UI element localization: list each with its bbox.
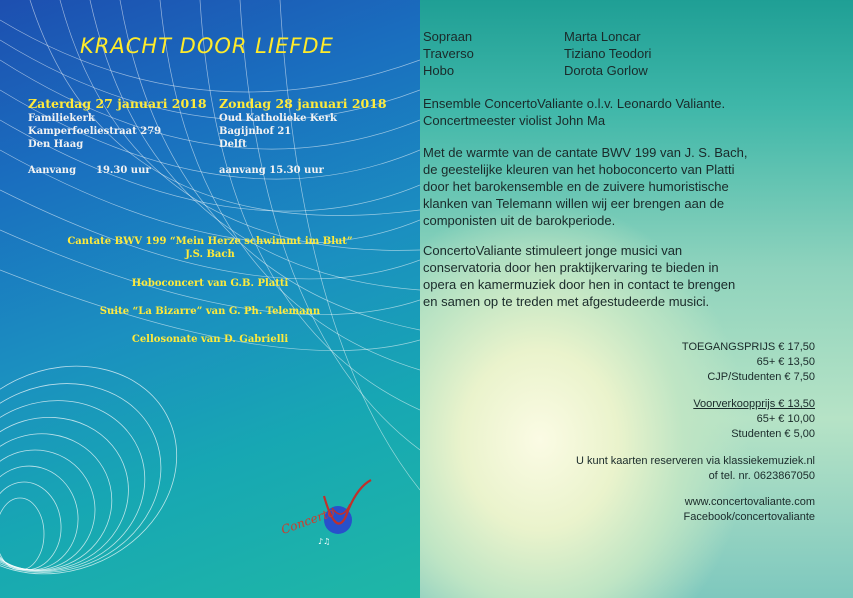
reserve-line: U kunt kaarten reserveren via klassiekemuziek.nl	[575, 455, 815, 467]
mission-line: en samen op te treden met afgestudeerde musici.	[423, 294, 710, 309]
description-line: Met de warmte van de cantate BWV 199 van J. S. Bach,	[423, 145, 748, 160]
program-item: J.S. Bach	[185, 249, 235, 260]
ensemble-line: Concertmeester violist John Ma	[423, 113, 606, 128]
program-item: Cellosonate van D. Gabrielli	[131, 334, 289, 345]
event2-city: Delft	[219, 139, 247, 150]
event1-start-label: Aanvang	[28, 165, 77, 176]
performer-role: Hobo	[423, 63, 455, 78]
performer-name: Marta Loncar	[564, 29, 641, 44]
event1-address: Kamperfoeliestraat 279	[28, 126, 162, 137]
logo-text: Concerto	[279, 504, 337, 538]
facebook-link[interactable]: Facebook/concertovaliante	[683, 511, 815, 523]
presale-line: 65+ € 10,00	[756, 413, 815, 425]
ensemble-line: Ensemble ConcertoValiante o.l.v. Leonardo Valiante.	[423, 96, 726, 111]
svg-text:♪♫: ♪♫	[318, 537, 331, 546]
right-panel	[420, 0, 853, 598]
poster-title: KRACHT DOOR LIEFDE	[80, 34, 334, 58]
price-line: CJP/Studenten € 7,50	[707, 371, 815, 383]
performer-role: Traverso	[423, 46, 474, 61]
event1-start-time: 19.30 uur	[96, 165, 151, 176]
website-link[interactable]: www.concertovaliante.com	[684, 496, 815, 508]
presale-heading: Voorverkoopprijs € 13,50	[693, 398, 815, 410]
mission-line: opera en kamermuziek door hen in contact te brengen	[423, 277, 736, 292]
event1-venue: Familiekerk	[28, 113, 95, 124]
event2-venue: Oud Katholieke Kerk	[219, 113, 337, 124]
event1-date: Zaterdag 27 januari 2018	[28, 96, 207, 111]
left-panel	[0, 0, 420, 598]
price-line: 65+ € 13,50	[756, 356, 815, 368]
description-line: door het barokensemble en de zuivere humoristische	[423, 179, 729, 194]
event1-city: Den Haag	[28, 139, 84, 150]
event2-address: Bagijnhof 21	[219, 126, 292, 137]
event2-date: Zondag 28 januari 2018	[219, 96, 387, 111]
mission-line: conservatoria door hen praktijkervaring te bieden in	[423, 260, 719, 275]
presale-line: Studenten € 5,00	[731, 428, 815, 440]
description-line: componisten uit de barokperiode.	[423, 213, 616, 228]
performer-name: Tiziano Teodori	[564, 46, 652, 61]
program-item: Cantate BWV 199 “Mein Herze schwimmt im Blut”	[67, 236, 353, 247]
price-line: TOEGANGSPRIJS € 17,50	[681, 341, 815, 353]
performer-role: Sopraan	[423, 29, 473, 44]
event2-start: aanvang 15.30 uur	[219, 165, 324, 176]
concerto-logo	[276, 478, 376, 548]
program-item: Hoboconcert van G.B. Platti	[131, 278, 289, 289]
description-line: klanken van Telemann willen wij eer brengen aan de	[423, 196, 725, 211]
program-item: Suite “La Bizarre” van G. Ph. Telemann	[99, 306, 321, 317]
performer-name: Dorota Gorlow	[564, 63, 648, 78]
mission-line: ConcertoValiante stimuleert jonge musici van	[423, 243, 683, 258]
reserve-line: of tel. nr. 0623867050	[708, 470, 815, 482]
description-line: de geestelijke kleuren van het hoboconcerto van Platti	[423, 162, 735, 177]
